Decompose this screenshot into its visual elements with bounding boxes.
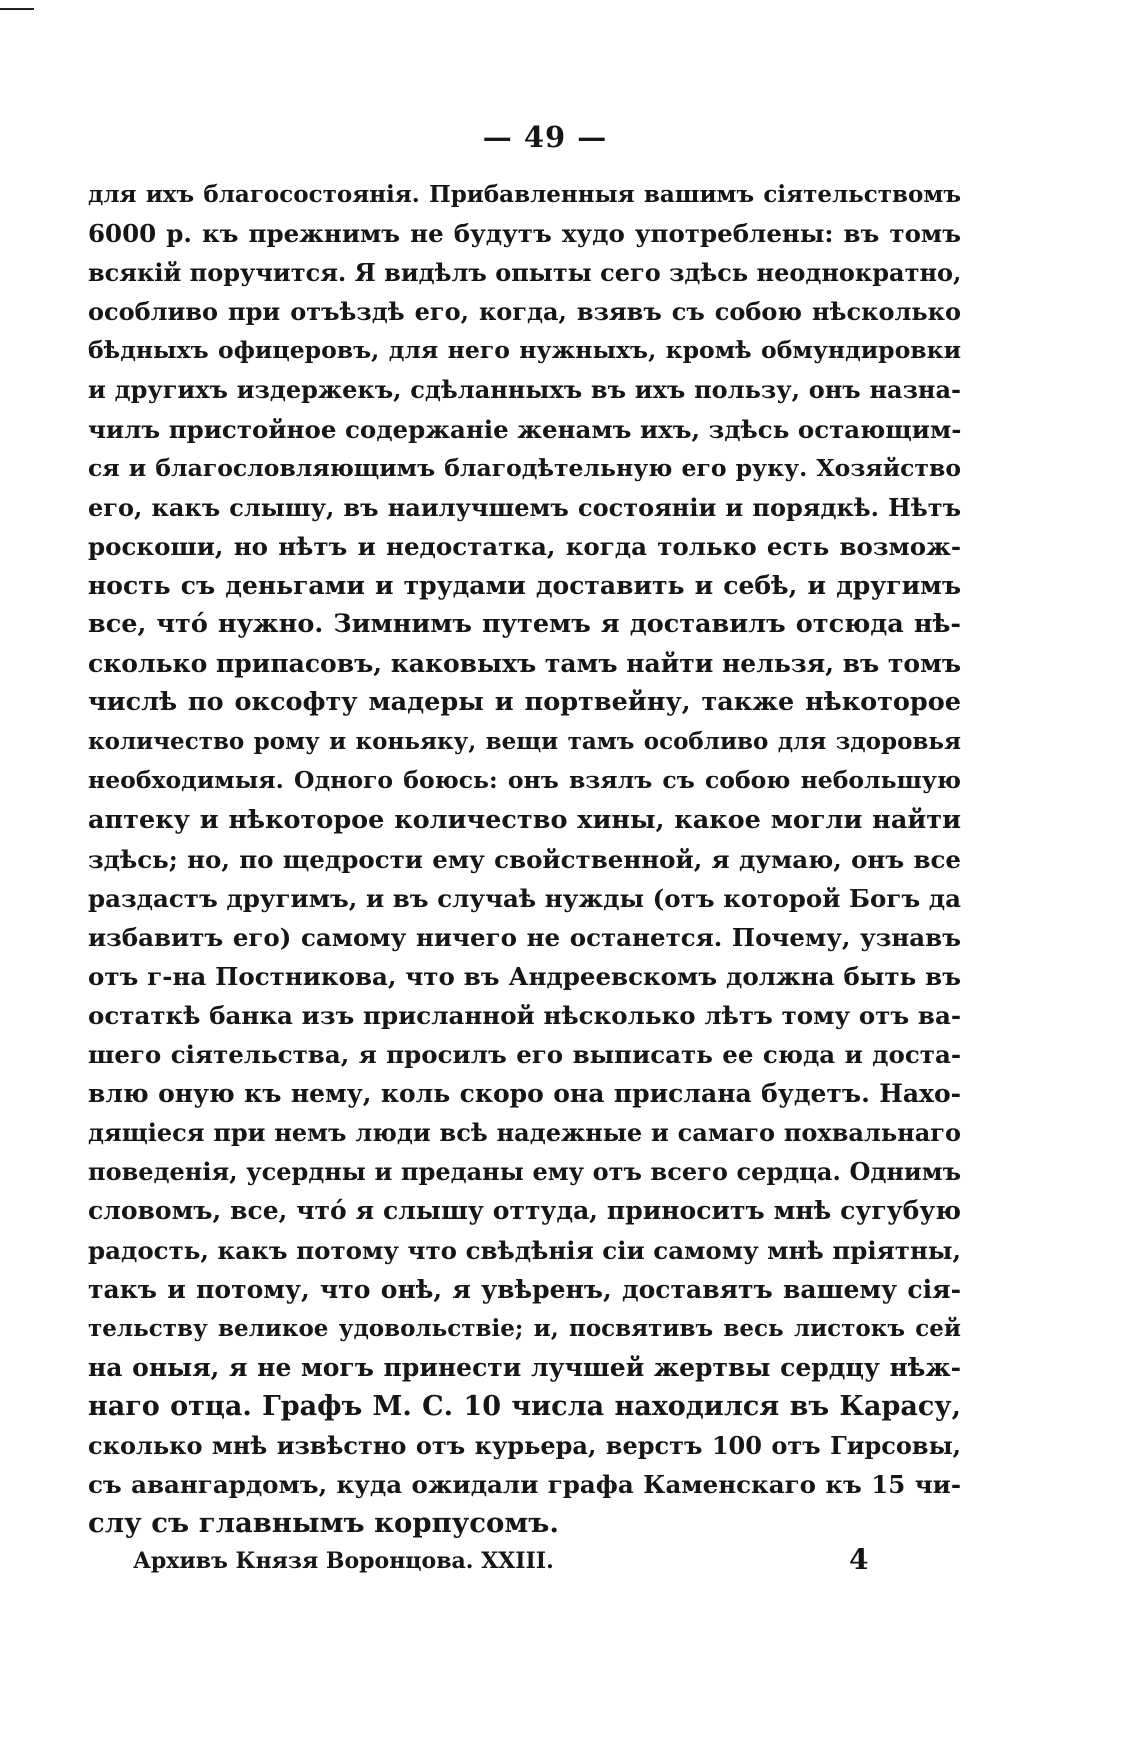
text-line: количество рому и коньяку, вещи тамъ особливо для здоровья <box>88 728 961 756</box>
text-line: его, какъ слышу, въ наилучшемъ состояніи и порядкѣ. Нѣтъ <box>88 492 961 522</box>
text-line: для ихъ благосостоянія. Прибавленныя вашимъ сіятельствомъ <box>88 181 961 208</box>
text-line: поведенія, усердны и преданы ему отъ всего сердца. Однимъ <box>88 1157 961 1187</box>
text-line: тельству великое удовольствіе; и, посвятивъ весь листокъ сей <box>88 1314 961 1342</box>
text-line: особливо при отъѣздѣ его, когда, взявъ съ собою нѣсколько <box>88 297 961 327</box>
text-line: ся и благословляющимъ благодѣтельную его руку. Хозяйство <box>88 453 961 482</box>
text-line: съ авангардомъ, куда ожидали графа Каменскаго къ 15 чи- <box>88 1470 961 1500</box>
scan-edge-mark <box>0 8 34 10</box>
text-line: остаткѣ банка изъ присланной нѣсколько лѣтъ тому отъ ва- <box>88 1000 961 1030</box>
text-line: раздастъ другимъ, и въ случаѣ нужды (отъ которой Богъ да <box>88 883 961 913</box>
text-line: избавитъ его) самому ничего не останется. Почему, узнавъ <box>88 922 961 952</box>
text-line: 6000 р. къ прежнимъ не будутъ худо употреблены: въ томъ <box>88 219 961 249</box>
text-line: всякій поручится. Я видѣлъ опыты сего здѣсь неоднократно, <box>88 258 961 288</box>
text-line: все, чтó нужно. Зимнимъ путемъ я доставилъ отсюда нѣ- <box>88 609 961 640</box>
running-footer: Архивъ Князя Воронцова. XXIII. <box>133 1548 554 1574</box>
text-line: необходимыя. Одного боюсь: онъ взялъ съ собою небольшую <box>88 766 961 795</box>
text-line: ность съ деньгами и трудами доставить и себѣ, и другимъ <box>88 570 961 600</box>
text-line: бѣдныхъ офицеровъ, для него нужныхъ, кромѣ обмундировки <box>88 336 961 365</box>
text-line: такъ и потому, что онѣ, я увѣренъ, доставятъ вашему сія- <box>88 1274 961 1304</box>
text-line: шего сіятельства, я просилъ его выписать ее сюда и доста- <box>88 1040 961 1070</box>
text-line: сколько припасовъ, каковыхъ тамъ найти нельзя, въ томъ <box>88 649 961 679</box>
text-line: дящіеся при немъ люди всѣ надежные и самаго похвальнаго <box>88 1118 961 1148</box>
signature-mark: 4 <box>849 1543 869 1576</box>
text-line: здѣсь; но, по щедрости ему свойственной, я думаю, онъ все <box>88 844 961 874</box>
text-line: сколько мнѣ извѣстно отъ курьера, верстъ 100 отъ Гирсовы, <box>88 1431 961 1460</box>
text-line: словомъ, все, чтó я слышу оттуда, приноситъ мнѣ сугубую <box>88 1196 961 1226</box>
text-line: аптеку и нѣкоторое количество хины, какое могли найти <box>88 804 961 835</box>
text-line: наго отца. Графъ М. С. 10 числа находился въ Карасу, <box>88 1390 961 1422</box>
text-line: радость, какъ потому что свѣдѣнія сіи самому мнѣ пріятны, <box>88 1235 961 1265</box>
body-text <box>88 175 961 1543</box>
text-line: роскоши, но нѣтъ и недостатка, когда только есть возмож- <box>88 531 961 561</box>
text-line: слу съ главнымъ корпусомъ. <box>88 1507 559 1540</box>
text-line: чилъ пристойное содержаніе женамъ ихъ, здѣсь остающим- <box>88 414 961 444</box>
text-line: на оныя, я не могъ принести лучшей жертвы сердцу нѣж- <box>88 1352 961 1382</box>
text-line: влю оную къ нему, коль скоро она прислана будетъ. Нахо- <box>88 1079 961 1109</box>
text-line: и другихъ издержекъ, сдѣланныхъ въ ихъ пользу, онъ назна- <box>88 375 961 405</box>
text-line: отъ г-на Постникова, что въ Андреевскомъ должна быть въ <box>88 961 961 991</box>
text-line: числѣ по оксофту мадеры и портвейну, также нѣкоторое <box>88 687 961 718</box>
page-number: — 49 — <box>482 120 608 154</box>
